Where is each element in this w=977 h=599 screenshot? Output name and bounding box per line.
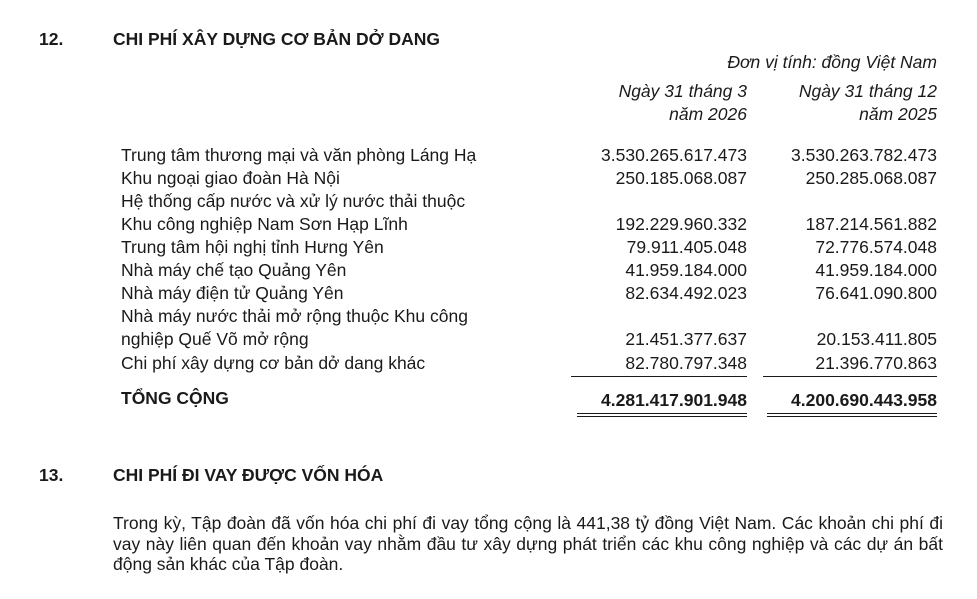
row-label: Khu công nghiệp Nam Sơn Hạp Lĩnh <box>121 214 408 234</box>
row-label: Trung tâm thương mại và văn phòng Láng Hạ <box>121 145 477 165</box>
total-double-rule-col1-bottom <box>577 416 747 417</box>
section-12-title: CHI PHÍ XÂY DỰNG CƠ BẢN DỞ DANG <box>113 29 440 49</box>
row-value-col1: 21.451.377.637 <box>625 329 747 349</box>
row-value-col2: 3.530.263.782.473 <box>791 145 937 165</box>
row-label: Nhà máy chế tạo Quảng Yên <box>121 260 347 280</box>
row-value-col1: 82.780.797.348 <box>625 353 747 373</box>
row-value-col2: 41.959.184.000 <box>815 260 937 280</box>
col1-header-line1: Ngày 31 tháng 3 <box>618 81 747 101</box>
row-value-col1: 3.530.265.617.473 <box>601 145 747 165</box>
section-12-number: 12. <box>39 29 64 49</box>
row-value-col2: 187.214.561.882 <box>805 214 937 234</box>
section-13-number: 13. <box>39 465 64 485</box>
row-value-col2: 20.153.411.805 <box>816 329 937 349</box>
row-label: Hệ thống cấp nước và xử lý nước thải thuộc <box>121 191 466 211</box>
row-label: Nhà máy nước thải mở rộng thuộc Khu công <box>121 306 468 326</box>
row-value-col1: 82.634.492.023 <box>625 283 747 303</box>
row-label: Chi phí xây dựng cơ bản dở dang khác <box>121 353 426 373</box>
col2-header-line2: năm 2025 <box>859 104 937 124</box>
total-label: TỔNG CỘNG <box>121 388 229 408</box>
subtotal-rule-col2 <box>763 376 937 377</box>
total-value-col2: 4.200.690.443.958 <box>791 390 937 410</box>
row-label: Nhà máy điện tử Quảng Yên <box>121 283 344 303</box>
row-value-col2: 21.396.770.863 <box>815 353 937 373</box>
row-value-col1: 79.911.405.048 <box>626 237 747 257</box>
subtotal-rule-col1 <box>571 376 747 377</box>
total-double-rule-col1-top <box>577 413 747 414</box>
row-value-col2: 72.776.574.048 <box>815 237 937 257</box>
total-value-col1: 4.281.417.901.948 <box>601 390 747 410</box>
row-value-col2: 76.641.090.800 <box>815 283 937 303</box>
section-13-paragraph: Trong kỳ, Tập đoàn đã vốn hóa chi phí đi vay tổng cộng là 441,38 tỷ đồng Việt Nam. Các khoản chi phí đi vay này liên quan đến khoản vay nhằm đầu tư xây dựng phát triển các khu công nghiệp và các dự án bất động sản khác của Tập đoàn. <box>113 513 943 574</box>
row-label: nghiệp Quế Võ mở rộng <box>121 329 309 349</box>
col1-header-line2: năm 2026 <box>669 104 747 124</box>
col2-header-line1: Ngày 31 tháng 12 <box>798 81 937 101</box>
total-double-rule-col2-top <box>767 413 937 414</box>
row-value-col1: 250.185.068.087 <box>615 168 747 188</box>
row-label: Trung tâm hội nghị tỉnh Hưng Yên <box>121 237 384 257</box>
row-label: Khu ngoại giao đoàn Hà Nội <box>121 168 340 188</box>
row-value-col1: 41.959.184.000 <box>625 260 747 280</box>
row-value-col1: 192.229.960.332 <box>615 214 747 234</box>
unit-label: Đơn vị tính: đồng Việt Nam <box>727 52 937 72</box>
section-13-title: CHI PHÍ ĐI VAY ĐƯỢC VỐN HÓA <box>113 465 384 485</box>
total-double-rule-col2-bottom <box>767 416 937 417</box>
row-value-col2: 250.285.068.087 <box>805 168 937 188</box>
